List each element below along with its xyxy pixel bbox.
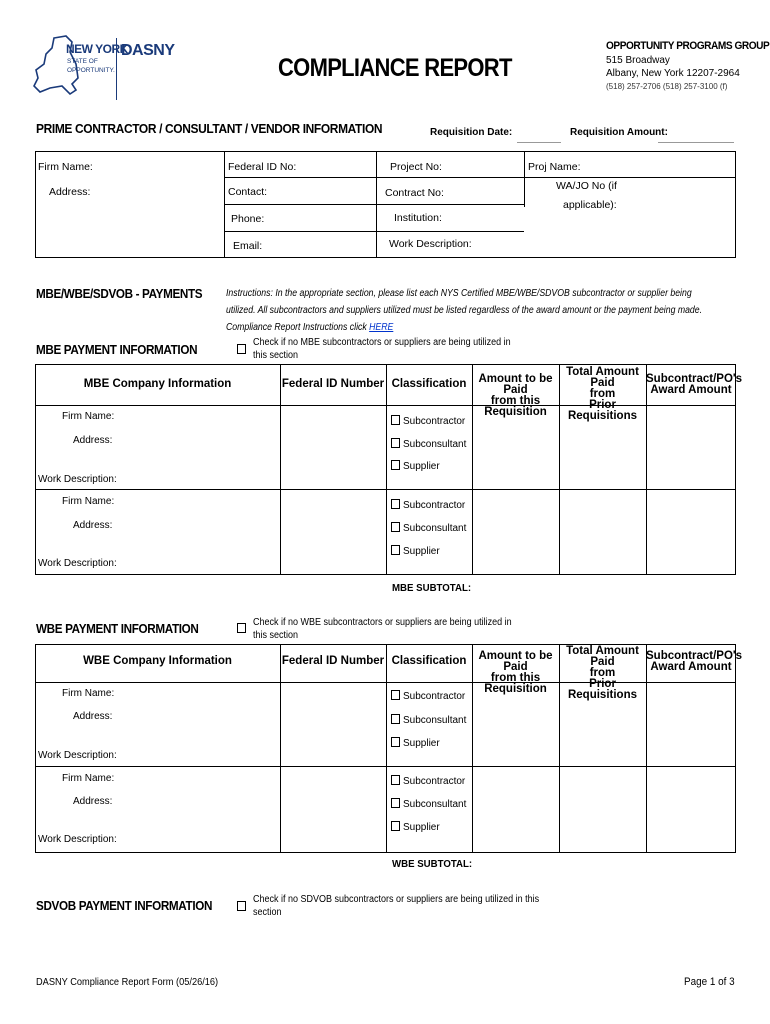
payments-instructions — [226, 285, 746, 336]
prime-institution-label: Institution: — [394, 212, 442, 224]
supplier-checkbox[interactable] — [391, 821, 400, 831]
logo — [32, 34, 175, 102]
prime-heading: PRIME CONTRACTOR / CONSULTANT / VENDOR INFORMATION — [36, 121, 383, 136]
subcontractor-checkbox[interactable] — [391, 775, 400, 785]
payments-heading: MBE/WBE/SDVOB - PAYMENTS — [36, 286, 203, 301]
row-work-description-label: Work Description: — [38, 834, 117, 845]
wbe-amount-col-l2: from this Requisition — [484, 672, 547, 695]
instructions-line-1: Instructions: In the appropriate section, please list each NYS Certified MBE/WBE/SDVOB subcontractor or supplier being — [226, 288, 692, 299]
sdvob-check-line-1: Check if no SDVOB subcontractors or suppliers are being utilized in this — [253, 894, 540, 905]
mbe-award-col-l2: Award Amount — [650, 384, 732, 396]
row-firm-name-label: Firm Name: — [62, 773, 115, 784]
supplier-label: Supplier — [403, 738, 440, 749]
sdvob-none-checkbox[interactable] — [237, 901, 246, 911]
wbe-federal-id-col-header: Federal ID Number — [281, 655, 385, 667]
wbe-check-line-2: this section — [253, 630, 299, 641]
requisition-amount-field[interactable] — [658, 128, 734, 143]
sdvob-none-check-label — [253, 893, 539, 919]
prime-wajo-label-2: applicable): — [563, 199, 617, 211]
mbe-subtotal-label: MBE SUBTOTAL: — [392, 582, 472, 594]
address-street: 515 Broadway — [606, 55, 670, 66]
mbe-award-col-l1: Subcontract/PO's — [646, 373, 743, 385]
mbe-none-checkbox[interactable] — [237, 344, 246, 354]
supplier-label: Supplier — [403, 822, 440, 833]
row-firm-name-label: Firm Name: — [62, 496, 115, 507]
prime-firm-name-label: Firm Name: — [38, 161, 93, 173]
prime-address-label: Address: — [49, 186, 91, 198]
row-address-label: Address: — [73, 520, 113, 531]
mbe-heading: MBE PAYMENT INFORMATION — [36, 342, 198, 357]
logo-state-name: NEW YORK — [66, 42, 128, 56]
row-work-description-label: Work Description: — [38, 750, 117, 761]
wbe-award-col-l2: Award Amount — [650, 661, 732, 673]
supplier-checkbox[interactable] — [391, 737, 400, 747]
wbe-award-col-header — [646, 650, 743, 673]
wbe-subtotal-label: WBE SUBTOTAL: — [392, 858, 473, 870]
row-address-label: Address: — [73, 435, 113, 446]
subconsultant-label: Subconsultant — [403, 715, 467, 726]
wbe-check-line-1: Check if no WBE subcontractors or suppliers are being utilized in — [253, 617, 512, 628]
wbe-total-col-header — [559, 646, 646, 701]
sdvob-check-line-2: section — [253, 907, 282, 918]
mbe-amount-col-l2: from this Requisition — [484, 395, 547, 418]
subconsultant-checkbox[interactable] — [391, 714, 400, 724]
prime-email-label: Email: — [233, 240, 263, 252]
row-firm-name-label: Firm Name: — [62, 411, 115, 422]
wbe-heading: WBE PAYMENT INFORMATION — [36, 621, 199, 636]
prime-wajo-label-1: WA/JO No (if — [556, 180, 617, 192]
mbe-none-check-label — [253, 336, 511, 362]
wbe-none-checkbox[interactable] — [237, 623, 246, 633]
address-city: Albany, New York 12207-2964 — [606, 68, 740, 79]
mbe-company-col-header: MBE Company Information — [83, 378, 232, 390]
prime-project-no-label: Project No: — [390, 161, 442, 173]
mbe-award-col-header — [646, 373, 743, 396]
prime-work-description-label: Work Description: — [389, 238, 472, 250]
subcontractor-checkbox[interactable] — [391, 415, 400, 425]
mbe-check-line-1: Check if no MBE subcontractors or suppliers are being utilized in — [253, 337, 511, 348]
logo-agency: DASNY — [121, 42, 175, 59]
wbe-total-col-l3: Prior Requisitions — [567, 678, 637, 701]
subcontractor-label: Subcontractor — [403, 416, 466, 427]
row-address-label: Address: — [73, 711, 113, 722]
subcontractor-checkbox[interactable] — [391, 690, 400, 700]
agency-address — [606, 40, 770, 91]
prime-federal-id-label: Federal ID No: — [228, 161, 297, 173]
prime-proj-name-label: Proj Name: — [528, 161, 581, 173]
instructions-here-link[interactable]: HERE — [369, 322, 394, 333]
instructions-line-3: Compliance Report Instructions click — [226, 322, 370, 333]
wbe-award-col-l1: Subcontract/PO's — [646, 650, 743, 662]
footer-form-name: DASNY Compliance Report Form (05/26/16) — [36, 976, 219, 988]
address-group: OPPORTUNITY PROGRAMS GROUP — [606, 40, 770, 52]
subcontractor-label: Subcontractor — [403, 500, 466, 511]
row-firm-name-label: Firm Name: — [62, 688, 115, 699]
subconsultant-checkbox[interactable] — [391, 522, 400, 532]
requisition-date-field[interactable] — [517, 128, 561, 143]
subconsultant-checkbox[interactable] — [391, 798, 400, 808]
supplier-label: Supplier — [403, 461, 440, 472]
wbe-none-check-label — [253, 616, 512, 642]
subcontractor-checkbox[interactable] — [391, 499, 400, 509]
mbe-total-col-l1: Total Amount Paid — [566, 366, 639, 389]
mbe-classification-col-header: Classification — [391, 378, 467, 390]
logo-state-sub2: OPPORTUNITY. — [67, 67, 115, 74]
subconsultant-label: Subconsultant — [403, 523, 467, 534]
mbe-total-col-l2: from — [589, 388, 616, 400]
footer-page-number: Page 1 of 3 — [684, 976, 735, 988]
row-work-description-label: Work Description: — [38, 474, 117, 485]
mbe-amount-col-header — [472, 374, 559, 418]
requisition-date-label: Requisition Date: — [430, 127, 513, 138]
prime-contact-label: Contact: — [228, 186, 268, 198]
wbe-total-col-l2: from — [589, 667, 616, 679]
logo-state-sub: STATE OF — [67, 58, 98, 65]
mbe-check-line-2: this section — [253, 350, 299, 361]
sdvob-heading: SDVOB PAYMENT INFORMATION — [36, 898, 213, 913]
supplier-checkbox[interactable] — [391, 460, 400, 470]
subconsultant-label: Subconsultant — [403, 439, 467, 450]
mbe-total-col-header — [559, 367, 646, 422]
prime-phone-label: Phone: — [231, 213, 265, 225]
mbe-total-col-l3: Prior Requisitions — [567, 399, 637, 422]
mbe-amount-col-l1: Amount to be Paid — [478, 373, 553, 396]
requisition-amount-label: Requisition Amount: — [570, 127, 668, 138]
supplier-label: Supplier — [403, 546, 440, 557]
supplier-checkbox[interactable] — [391, 545, 400, 555]
row-work-description-label: Work Description: — [38, 558, 117, 569]
wbe-total-col-l1: Total Amount Paid — [566, 645, 639, 668]
prime-contract-no-label: Contract No: — [385, 187, 444, 199]
page-title: COMPLIANCE REPORT — [278, 54, 512, 82]
instructions-line-2: utilized. All subcontractors and suppliers utilized must be listed regardless of the award amount or the payment being made. — [226, 305, 703, 316]
row-address-label: Address: — [73, 796, 113, 807]
subconsultant-checkbox[interactable] — [391, 438, 400, 448]
wbe-amount-col-l1: Amount to be Paid — [478, 650, 553, 673]
mbe-federal-id-col-header: Federal ID Number — [281, 378, 385, 390]
wbe-company-col-header: WBE Company Information — [83, 655, 232, 667]
address-phone: (518) 257-2706 (518) 257-3100 (f) — [606, 82, 728, 91]
subconsultant-label: Subconsultant — [403, 799, 467, 810]
subcontractor-label: Subcontractor — [403, 691, 466, 702]
subcontractor-label: Subcontractor — [403, 776, 466, 787]
wbe-amount-col-header — [472, 651, 559, 695]
wbe-classification-col-header: Classification — [391, 655, 467, 667]
